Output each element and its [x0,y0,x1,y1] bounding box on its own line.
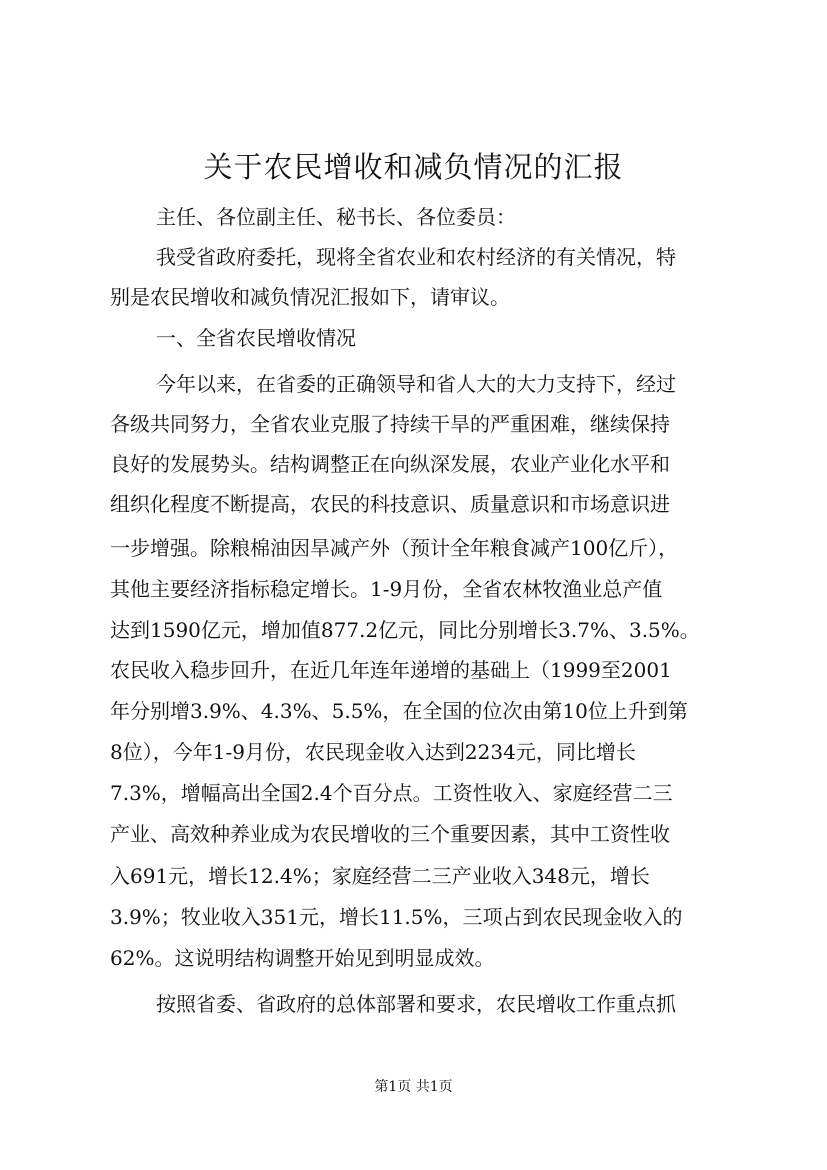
paragraph1-line-15: 62%。这说明结构调整开始见到明显成效。 [110,946,495,970]
paragraph1-line-4: 组织化程度不断提高，农民的科技意识、质量意识和市场意识进 [110,492,670,516]
paragraph2-line-1: 按照省委、省政府的总体部署和要求，农民增收工作重点抓 [156,992,676,1016]
paragraph1-line-13: 入691元，增长12.4%；家庭经营二三产业收入348元，增长 [110,864,650,888]
paragraph1-line-5: 一步增强。除粮棉油因旱减产外（预计全年粮食减产100亿斤）， [110,536,679,560]
paragraph1-line-12: 产业、高效种养业成为农民增收的三个重要因素，其中工资性收 [110,822,670,846]
paragraph1-line-9: 年分别增3.9%、4.3%、5.5%，在全国的位次由第10位上升到第 [110,699,688,723]
intro-line-2: 别是农民增收和减负情况汇报如下，请审议。 [110,285,510,309]
paragraph1-line-1: 今年以来，在省委的正确领导和省人大的大力支持下，经过 [156,372,676,396]
paragraph1-line-11: 7.3%，增幅高出全国2.4个百分点。工资性收入、家庭经营二三 [110,781,673,805]
paragraph1-line-8: 农民收入稳步回升，在近几年连年递增的基础上（1999至2001 [110,658,672,682]
intro-line-1: 我受省政府委托，现将全省农业和农村经济的有关情况，特 [156,245,676,269]
document-title: 关于农民增收和减负情况的汇报 [203,150,624,184]
paragraph1-line-3: 良好的发展势头。结构调整正在向纵深发展，农业产业化水平和 [110,452,670,476]
paragraph1-line-14: 3.9%；牧业收入351元，增长11.5%，三项占到农民现金收入的 [110,905,683,929]
paragraph1-line-6: 其他主要经济指标稳定增长。1-9月份，全省农林牧渔业总产值 [110,577,663,601]
page-indicator: 第1页 共1页 [374,1079,453,1095]
paragraph1-line-2: 各级共同努力，全省农业克服了持续干旱的严重困难，继续保持 [110,412,670,436]
paragraph1-line-7: 达到1590亿元，增加值877.2亿元，同比分别增长3.7%、3.5%。 [110,618,700,642]
paragraph1-line-10: 8位），今年1-9月份，农民现金收入达到2234元，同比增长 [110,740,636,764]
section-heading: 一、全省农民增收情况 [156,326,356,350]
salutation-line: 主任、各位副主任、秘书长、各位委员： [156,205,516,229]
